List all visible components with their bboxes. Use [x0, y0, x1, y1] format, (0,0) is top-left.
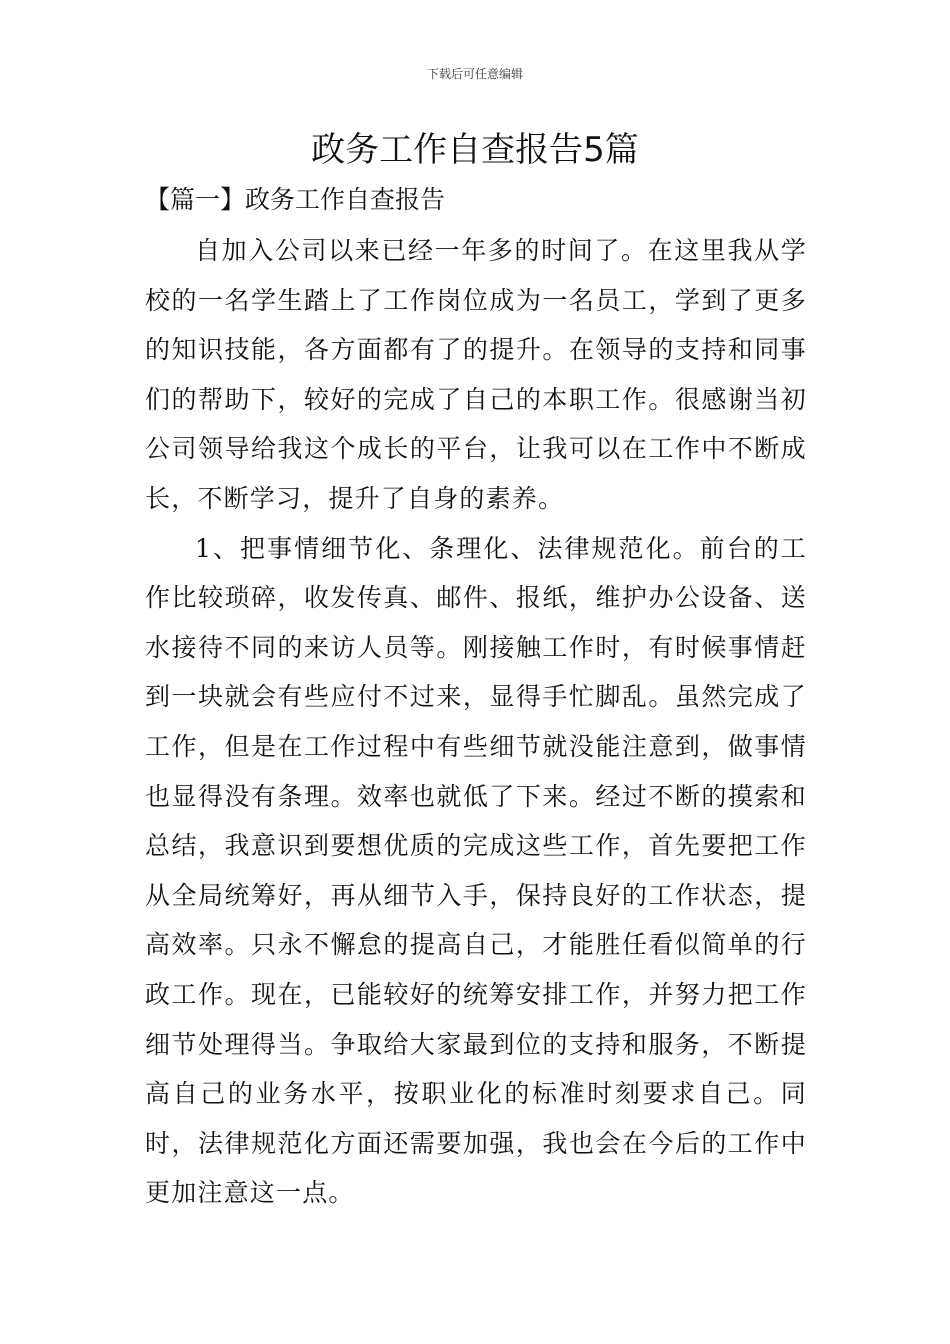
paragraph-intro: 自加入公司以来已经一年多的时间了。在这里我从学校的一名学生踏上了工作岗位成为一名员工，学到了更多的知识技能，各方面都有了的提升。在领导的支持和同事们的帮助下，较好的完成了自己的本职工作。很感谢当初公司领导给我这个成长的平台，让我可以在工作中不断成长，不断学习，提升了自身的素养。 — [145, 236, 807, 513]
document-title: 政务工作自查报告5篇 — [311, 130, 639, 170]
section-heading: 【篇一】政务工作自查报告 — [145, 185, 446, 214]
document-body — [145, 226, 807, 1218]
paragraph-point-1: 1、把事情细节化、条理化、法律规范化。前台的工作比较琐碎，收发传真、邮件、报纸，维护办公设备、送水接待不同的来访人员等。刚接触工作时，有时候事情赶到一块就会有些应付不过来，显得手忙脚乱。虽然完成了工作，但是在工作过程中有些细节就没能注意到，做事情也显得没有条理。效率也就低了下来。经过不断的摸索和总结，我意识到要想优质的完成这些工作，首先要把工作从全局统筹好，再从细节入手，保持良好的工作状态，提高效率。只永不懈怠的提高自己，才能胜任看似简单的行政工作。现在，已能较好的统筹安排工作，并努力把工作细节处理得当。争取给大家最到位的支持和服务，不断提高自己的业务水平，按职业化的标准时刻要求自己。同时，法律规范化方面还需要加强，我也会在今后的工作中更加注意这一点。 — [145, 533, 807, 1208]
header-note: 下载后可任意编辑 — [426, 67, 523, 81]
